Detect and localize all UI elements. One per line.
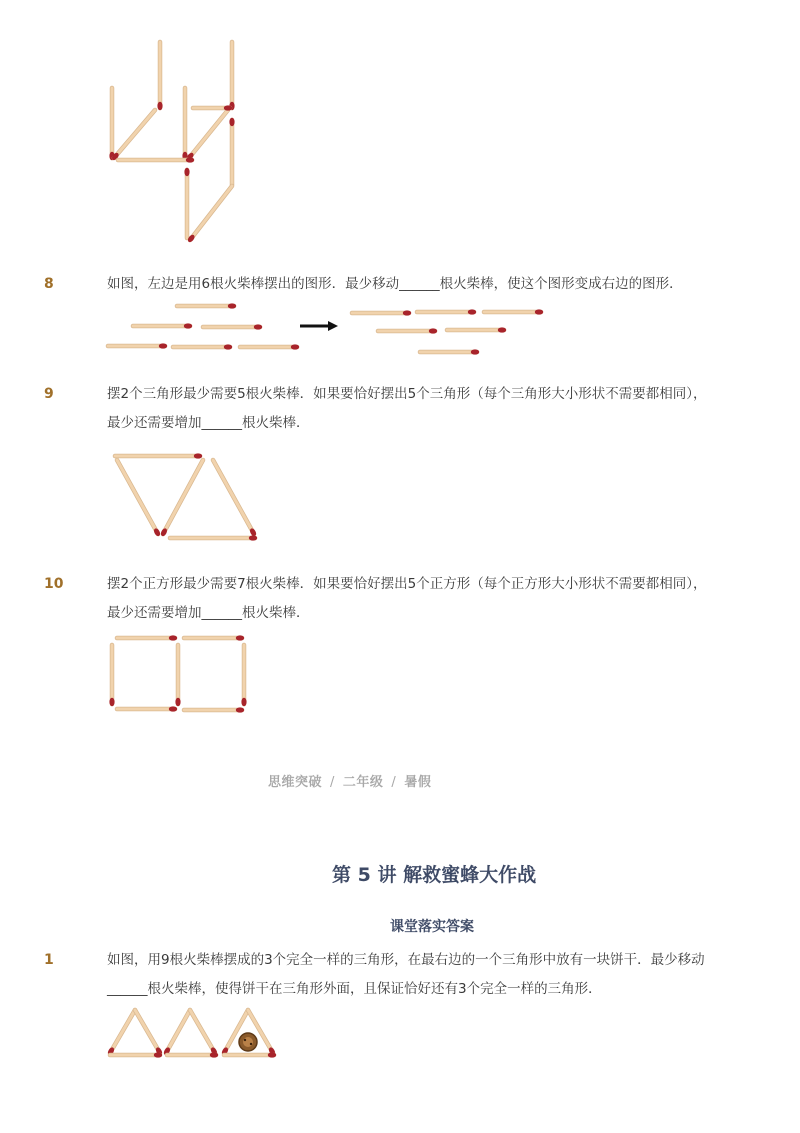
matchstick xyxy=(224,1052,276,1057)
lecture-title: 第 5 讲 解救蜜蜂大作战 xyxy=(332,864,537,886)
matchstick xyxy=(163,1010,190,1056)
match-head xyxy=(210,1052,218,1057)
section-title: 课堂落实答案 xyxy=(390,919,474,935)
matchstick xyxy=(167,1052,218,1057)
answer-number: 1 xyxy=(44,952,54,968)
cookie-icon xyxy=(239,1033,257,1051)
footer-separator: / xyxy=(330,775,335,790)
matchstick xyxy=(135,1010,163,1056)
matchstick xyxy=(190,1010,218,1056)
match-head xyxy=(268,1052,276,1057)
match-head xyxy=(154,1052,162,1057)
footer-term: 暑假 xyxy=(404,775,432,790)
matchstick xyxy=(110,1052,162,1057)
question-text: 如图，左边是用6根火柴棒摆出的图形．最少移动______根火柴棒，使这个图形变成右边的图形． xyxy=(107,276,683,292)
footer-grade: 二年级 xyxy=(342,775,384,790)
answer-text: 如图，用9根火柴棒摆成的3个完全一样的三角形，在最右边的一个三角形中放有一块饼干．最少移动______根火柴棒，使得饼干在三角形外面，且保证恰好还有3个完全一样的三角形． xyxy=(107,952,705,997)
question-number: 10 xyxy=(44,576,64,592)
question-number: 8 xyxy=(44,276,54,292)
question-number: 9 xyxy=(44,386,54,402)
question-text: 摆2个三角形最少需要5根火柴棒．如果要恰好摆出5个三角形（每个三角形大小形状不需要都相同），最少还需要增加______根火柴棒． xyxy=(107,386,707,431)
footer-separator: / xyxy=(391,775,397,790)
matchstick xyxy=(107,1010,135,1056)
footer-series: 思维突破 xyxy=(268,775,323,790)
question-text: 摆2个正方形最少需要7根火柴棒．如果要恰好摆出5个正方形（每个正方形大小形状不需要都相同），最少还需要增加______根火柴棒． xyxy=(107,576,707,621)
